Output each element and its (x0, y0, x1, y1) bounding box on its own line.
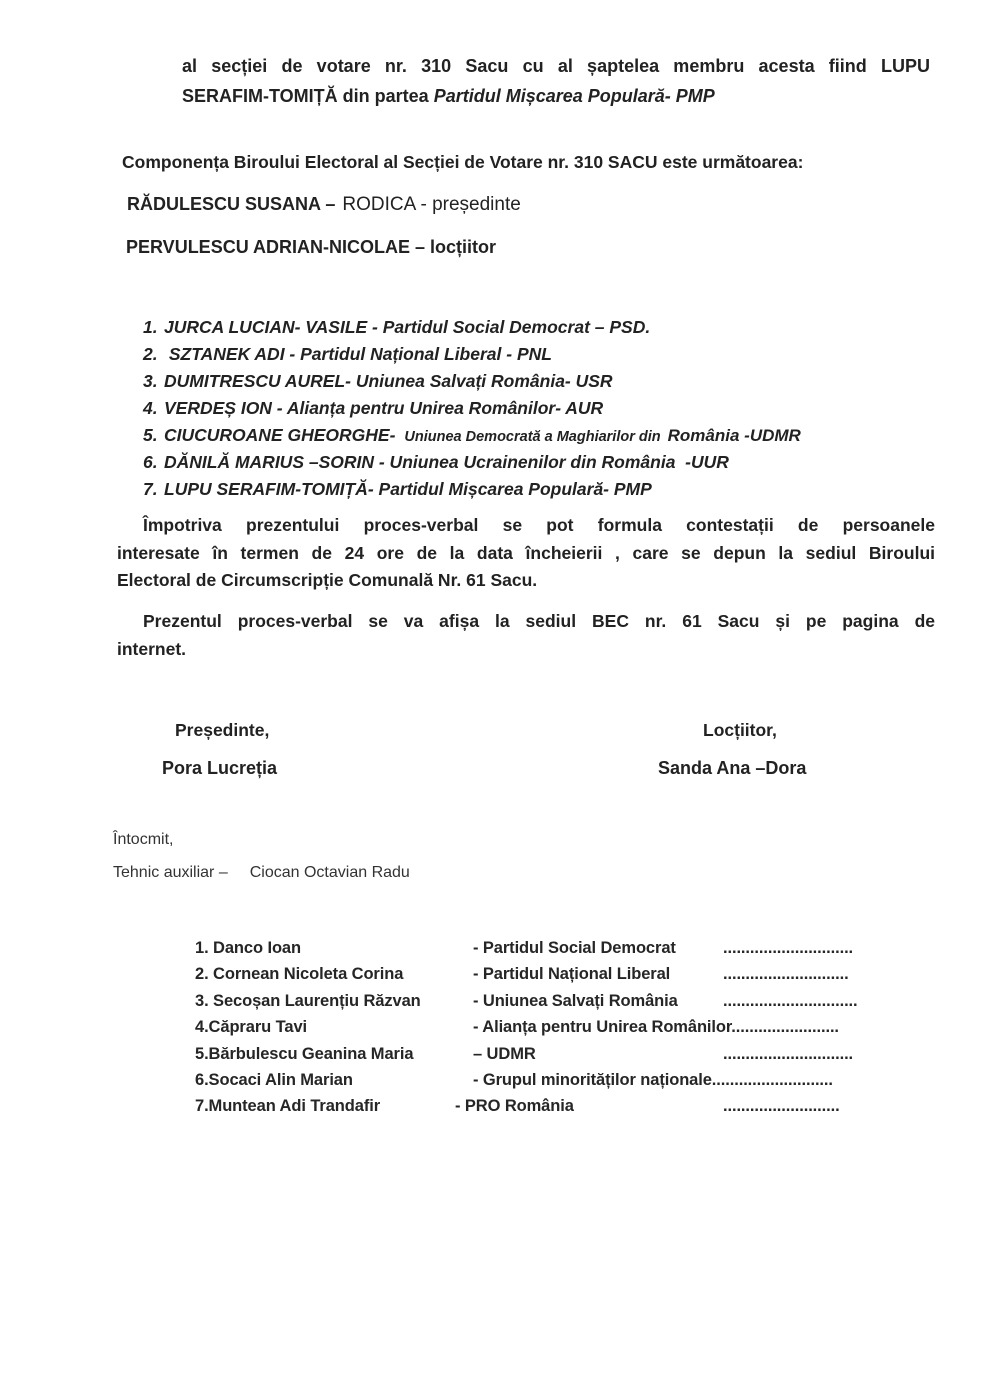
members-list (143, 317, 801, 506)
publish-line-2: internet. (117, 638, 187, 659)
assistants-list (195, 939, 858, 1124)
prepared-role: Tehnic auxiliar – (113, 864, 228, 881)
signature-dots: .............................. (723, 991, 858, 1010)
continuation-paragraph (182, 51, 930, 111)
publish-line-1: Prezentul proces-verbal se va afișa la sediul BEC nr. 61 Sacu și pe pagina de (143, 611, 935, 631)
member-item (143, 371, 801, 398)
president-line (127, 194, 521, 216)
assistant-party: - Partidul Social Democrat (473, 939, 676, 957)
president-signature-title: Președinte, (175, 720, 270, 740)
composition-heading: Componența Biroului Electoral al Secției de Votare nr. 310 SACU este următoarea: (122, 152, 804, 172)
prepared-label: Întocmit, (113, 831, 174, 848)
deputy-signature-title: Locțiitor, (703, 720, 777, 740)
signature-dots: ............................ (723, 965, 849, 984)
member-org-small: Uniunea Democrată a Maghiarilor din (404, 429, 661, 445)
member-item (143, 479, 801, 506)
signature-dots: ............................. (723, 1044, 854, 1063)
assistant-party: - Uniunea Salvați România (473, 991, 678, 1010)
contest-line-3: Electoral de Circumscripție Comunală Nr. 61 Sacu. (117, 570, 538, 590)
assistant-row (195, 1071, 858, 1097)
continuation-line-1: al secției de votare nr. 310 Sacu cu al șaptelea membru acesta fiind LUPU (182, 56, 930, 76)
prepared-line (113, 864, 410, 882)
assistant-party: - PRO România (455, 1097, 574, 1116)
assistant-row (195, 992, 858, 1018)
member-text: CIUCUROANE GHEORGHE- (164, 425, 396, 445)
assistant-party: - Alianța pentru Unirea Românilor........................ (473, 1018, 839, 1037)
contest-paragraph (117, 512, 935, 595)
publish-paragraph (117, 608, 935, 663)
member-item (143, 452, 801, 479)
assistant-row (195, 1018, 858, 1044)
member-number: 5. (143, 425, 158, 445)
assistant-name: 5.Bărbulescu Geanina Maria (195, 1044, 414, 1063)
assistant-row (195, 939, 858, 965)
member-number: 3. (143, 371, 158, 391)
contest-line-2: interesate în termen de 24 ore de la data încheierii , care se depun la sediul Biroului (117, 542, 935, 563)
member-text: LUPU SERAFIM-TOMIȚĂ- Partidul Mișcarea Populară- PMP (164, 479, 652, 499)
member-item (143, 317, 801, 344)
contest-line-1: Împotriva prezentului proces-verbal se pot formula contestații de persoanele (143, 515, 935, 535)
assistant-name: 4.Căpraru Tavi (195, 1018, 308, 1037)
party-name-italic: Partidul Mișcarea Populară- PMP (433, 86, 715, 106)
member-number: 2. (143, 344, 158, 364)
member-item (143, 398, 801, 425)
member-text: SZTANEK ADI - Partidul Național Liberal - PNL (164, 344, 552, 364)
assistant-name: 7.Muntean Adi Trandafir (195, 1097, 381, 1116)
president-name-bold: RĂDULESCU SUSANA – (127, 194, 336, 214)
president-name-regular: RODICA - președinte (342, 194, 521, 215)
assistant-party: – UDMR (473, 1044, 536, 1063)
assistant-party: - Partidul Național Liberal (473, 965, 671, 984)
signature-dots: .......................... (723, 1097, 840, 1116)
member-text: DĂNILĂ MARIUS –SORIN - Uniunea Ucrainenilor din România -UUR (164, 452, 729, 472)
assistant-party: - Grupul minorităților naționale........................... (473, 1070, 833, 1089)
member-item (143, 425, 801, 452)
deputy-line: PERVULESCU ADRIAN-NICOLAE – locțiitor (126, 237, 497, 257)
member-number: 4. (143, 398, 158, 418)
continuation-line-2 (182, 81, 930, 111)
deputy-signature-name: Sanda Ana –Dora (658, 758, 807, 778)
member-number: 7. (143, 479, 158, 499)
assistant-name: 3. Secoșan Laurențiu Răzvan (195, 991, 421, 1010)
signature-dots: ............................. (723, 939, 854, 957)
assistant-name: 1. Danco Ioan (195, 939, 301, 957)
member-text: VERDEȘ ION - Alianța pentru Unirea Românilor- AUR (164, 398, 604, 418)
continuation-line-2-regular: SERAFIM-TOMIȚĂ din partea (182, 86, 434, 106)
member-number: 1. (143, 317, 158, 337)
assistant-row (195, 965, 858, 991)
assistant-name: 2. Cornean Nicoleta Corina (195, 965, 404, 984)
assistant-name: 6.Socaci Alin Marian (195, 1070, 353, 1089)
prepared-name: Ciocan Octavian Radu (249, 864, 410, 881)
member-item (143, 344, 801, 371)
president-signature-name: Pora Lucreția (162, 758, 278, 778)
assistant-row (195, 1045, 858, 1071)
member-text: JURCA LUCIAN- VASILE - Partidul Social Democrat – PSD. (164, 317, 651, 337)
member-number: 6. (143, 452, 158, 472)
assistant-row (195, 1097, 858, 1123)
member-text: DUMITRESCU AUREL- Uniunea Salvați România- USR (164, 371, 613, 391)
member-org-rest: România -UDMR (667, 426, 801, 445)
